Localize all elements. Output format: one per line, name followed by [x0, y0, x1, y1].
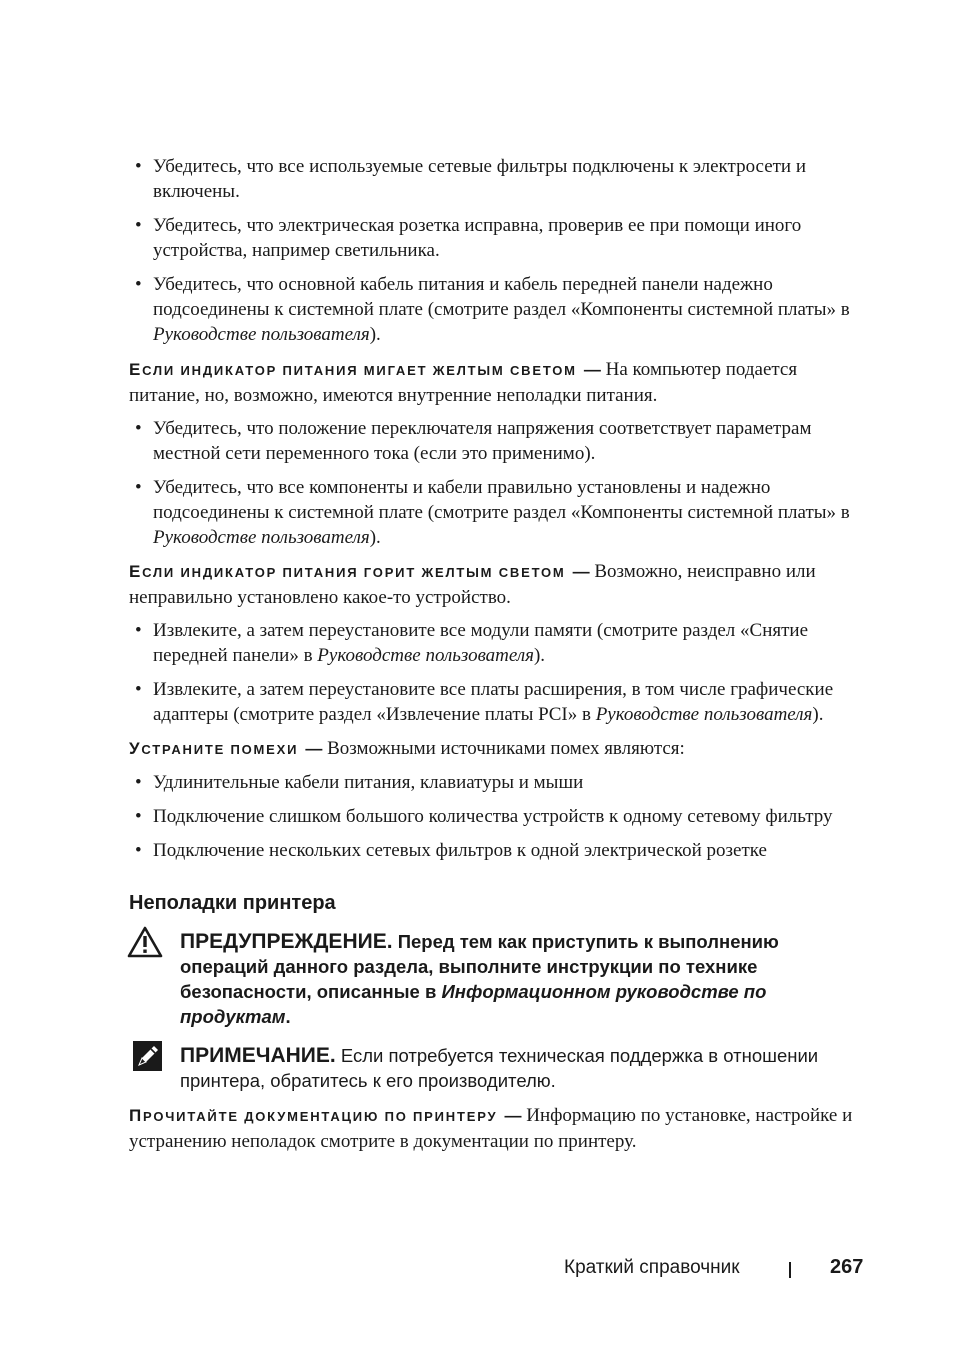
list-item-text: Убедитесь, что электрическая розетка исправна, проверив ее при помощи иного устройства, например светильника.	[153, 215, 802, 261]
heading-interference-body: Возможными источниками помех являются:	[327, 738, 685, 759]
list-item	[135, 804, 870, 829]
heading-steady-paragraph	[129, 559, 864, 610]
list-item-text: Подключение слишком большого количества устройств к одному сетевому фильтру	[153, 806, 833, 827]
section-title: Неполадки принтера	[129, 892, 336, 914]
bullet: •	[135, 840, 142, 861]
bullet: •	[135, 772, 142, 793]
list-item	[135, 770, 870, 795]
note-pencil-icon	[133, 1041, 162, 1076]
warning-triangle-icon	[127, 926, 163, 963]
bullet: •	[135, 274, 142, 295]
list-item	[135, 475, 870, 550]
footer-label: Краткий справочник	[564, 1257, 740, 1278]
manual-title: Руководстве пользователя	[595, 704, 813, 725]
manual-title: Руководстве пользователя	[153, 527, 370, 548]
list-item-text: Убедитесь, что основной кабель питания и кабель передней панели надежно подсоединены к системной плате (смотрите раздел «Компоненты системной платы» в Руководстве пользователя).	[153, 274, 850, 345]
manual-title: Информационном руководстве по продуктам	[180, 981, 767, 1027]
list-item	[135, 416, 870, 466]
heading-blink: ЕСЛИ ИНДИКАТОР ПИТАНИЯ МИГАЕТ ЖЕЛТЫМ СВЕТОМ —	[129, 360, 601, 379]
bullet: •	[135, 806, 142, 827]
warning-text: ПРЕДУПРЕЖДЕНИЕ. Перед тем как приступить к выполнению операций данного раздела, выполните инструкции по технике безопасности, описанные в Информационном руководстве по продуктам.	[180, 930, 779, 1027]
list-item-text: Удлинительные кабели питания, клавиатуры и мыши	[153, 772, 584, 793]
list-item-text: Убедитесь, что все компоненты и кабели правильно установлены и надежно подсоединены к системной плате (смотрите раздел «Компоненты системной платы» в Руководстве пользователя).	[153, 477, 850, 548]
list-item-text: Убедитесь, что все используемые сетевые фильтры подключены к электросети и включены.	[153, 156, 807, 202]
manual-title: Руководстве пользователя	[153, 324, 370, 345]
warning-label: ПРЕДУПРЕЖДЕНИЕ.	[180, 930, 393, 953]
heading-printer: ПРОЧИТАЙТЕ ДОКУМЕНТАЦИЮ ПО ПРИНТЕРУ —	[129, 1106, 522, 1125]
note-label: ПРИМЕЧАНИЕ.	[180, 1044, 336, 1067]
heading-interference: УСТРАНИТЕ ПОМЕХИ —	[129, 739, 323, 758]
note-text: ПРИМЕЧАНИЕ. Если потребуется техническая поддержка в отношении принтера, обратитесь к его производителю.	[180, 1044, 819, 1091]
bullet: •	[135, 418, 142, 439]
list-item	[135, 838, 870, 863]
heading-blink-body: На компьютер подается питание, но, возможно, имеются внутренние неполадки питания.	[129, 359, 798, 406]
bullet: •	[135, 679, 142, 700]
bullet: •	[135, 215, 142, 236]
list-item	[135, 154, 870, 204]
heading-blink-paragraph	[129, 357, 864, 408]
heading-printer-body: Информацию по установке, настройке и устранению неполадок смотрите в документации по принтеру.	[129, 1105, 853, 1152]
page-number: 267	[830, 1256, 864, 1278]
heading-interference-paragraph	[129, 736, 864, 762]
footer-divider	[789, 1262, 791, 1278]
list-item	[135, 272, 870, 347]
list-item	[135, 618, 870, 668]
bullet: •	[135, 620, 142, 641]
list-item-text: Извлеките, а затем переустановите все платы расширения, в том числе графические адаптеры (смотрите раздел «Извлечение платы PCI» в Руководстве пользователя).	[153, 679, 834, 725]
bullet: •	[135, 156, 142, 177]
heading-printer-paragraph	[129, 1103, 864, 1154]
list-item-text: Извлеките, а затем переустановите все модули памяти (смотрите раздел «Снятие передней панели» в Руководстве пользователя).	[153, 620, 809, 666]
list-item-text: Подключение нескольких сетевых фильтров к одной электрической розетке	[153, 840, 767, 861]
manual-title: Руководстве пользователя	[317, 645, 534, 666]
list-item	[135, 213, 870, 263]
bullet: •	[135, 477, 142, 498]
list-item-text: Убедитесь, что положение переключателя напряжения соответствует параметрам местной сети переменного тока (если это применимо).	[153, 418, 812, 464]
heading-steady: ЕСЛИ ИНДИКАТОР ПИТАНИЯ ГОРИТ ЖЕЛТЫМ СВЕТОМ —	[129, 562, 590, 581]
heading-steady-body: Возможно, неисправно или неправильно установлено какое-то устройство.	[129, 561, 816, 608]
list-item	[135, 677, 870, 727]
